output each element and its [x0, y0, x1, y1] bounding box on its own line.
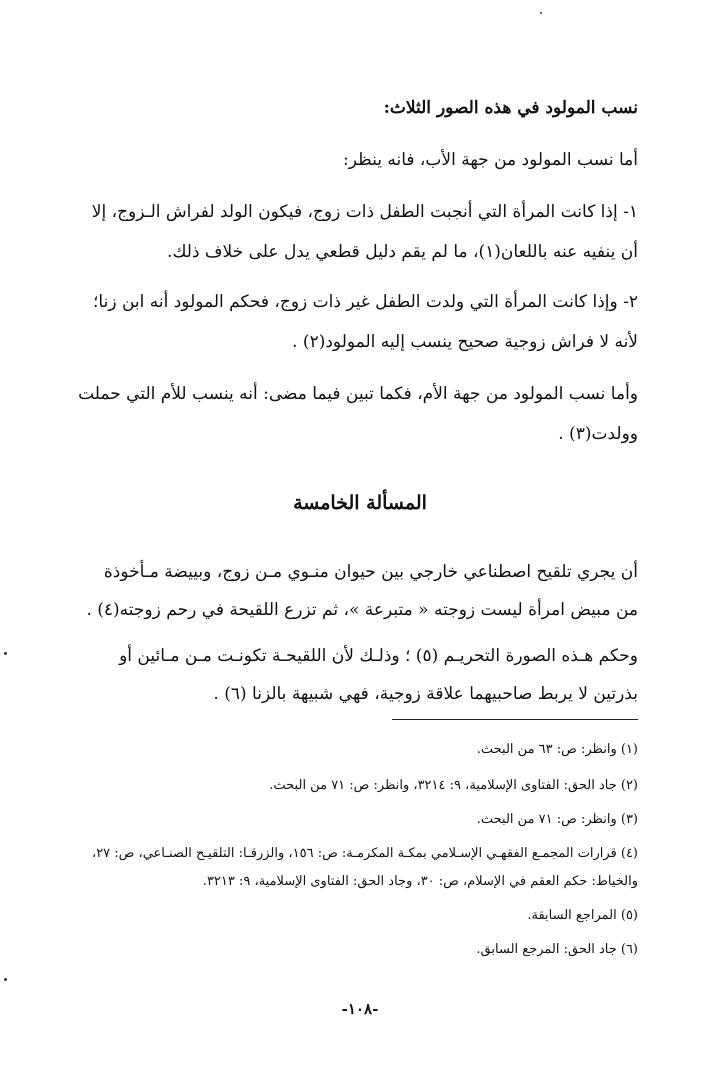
section-title: المسألة الخامسة [293, 492, 427, 514]
item-2-line-2: لأنه لا فراش زوجية صحيح ينسب إليه المولود(٢) . [292, 332, 638, 352]
paragraph-2-line-2: بذرتين لا يربط صاحبيهما علاقة زوجية، فهي شبيهة بالزنا (٦) . [213, 684, 638, 704]
paragraph-father-intro: أما نسب المولود من جهة الأب، فانه ينظر: [343, 150, 638, 170]
footnote-5: (٥) المراجع السابقة. [527, 908, 638, 923]
paragraph-1-line-1: أن يجري تلقيح اصطناعي خارجي بين حيوان منـوي مـن زوج، وبييضة مـأخوذة [103, 562, 638, 582]
footnote-4-line-2: والخياط: حكم العقم في الإسلام، ص: ٣٠، وجاد الحق: الفتاوى الإسلامية، ٩: ٣٢١٣. [202, 874, 638, 889]
footnote-2: (٢) جاد الحق: الفتاوى الإسلامية، ٩: ٣٢١٤، وانظر: ص: ٧١ من البحث. [269, 778, 638, 793]
footnote-separator [392, 719, 638, 720]
scan-speck [4, 652, 7, 655]
item-1-line-1: ١- إذا كانت المرأة التي أنجبت الطفل ذات زوج، فيكون الولد لفراش الـزوج، إلا [91, 202, 638, 222]
footnote-4-line-1: (٤) قرارات المجمـع الفقهـي الإسـلامي بمكـة المكرمـة: ص: ١٥٦، والزرقـا: التلقيـح الصنـاعي، ص: ٢٧، [91, 846, 638, 861]
section-heading-lineage: نسب المولود في هذه الصور الثلاث: [383, 98, 638, 118]
footnote-1: (١) وانظر: ص: ٦٣ من البحث. [476, 742, 638, 757]
mother-paragraph-line-2: وولدت(٣) . [558, 424, 638, 444]
mother-paragraph-line-1: وأما نسب المولود من جهة الأم، فكما تبين فيما مضى: أنه ينسب للأم التي حملت [78, 384, 638, 404]
paragraph-2-line-1: وحكم هـذه الصورة التحريـم (٥) ؛ وذلـك لأن اللقيحـة تكونـت مـن مـائين أو [119, 646, 638, 666]
scan-speck [540, 12, 542, 14]
item-1-line-2: أن ينفيه عنه باللعان(١)، ما لم يقم دليل قطعي يدل على خلاف ذلك. [167, 242, 638, 262]
scan-speck [4, 978, 7, 981]
paragraph-1-line-2: من مبيض امرأة ليست زوجته « متبرعة »، ثم تزرع اللقيحة في رحم زوجته(٤) . [86, 600, 638, 620]
footnote-3: (٣) وانظر: ص: ٧١ من البحث. [476, 812, 638, 827]
footnote-6: (٦) جاد الحق: المرجع السابق. [476, 942, 638, 957]
page-number: -١٠٨- [341, 1000, 379, 1018]
item-2-line-1: ٢- وإذا كانت المرأة التي ولدت الطفل غير ذات زوج، فحكم المولود أنه ابن زنا؛ [93, 292, 638, 312]
